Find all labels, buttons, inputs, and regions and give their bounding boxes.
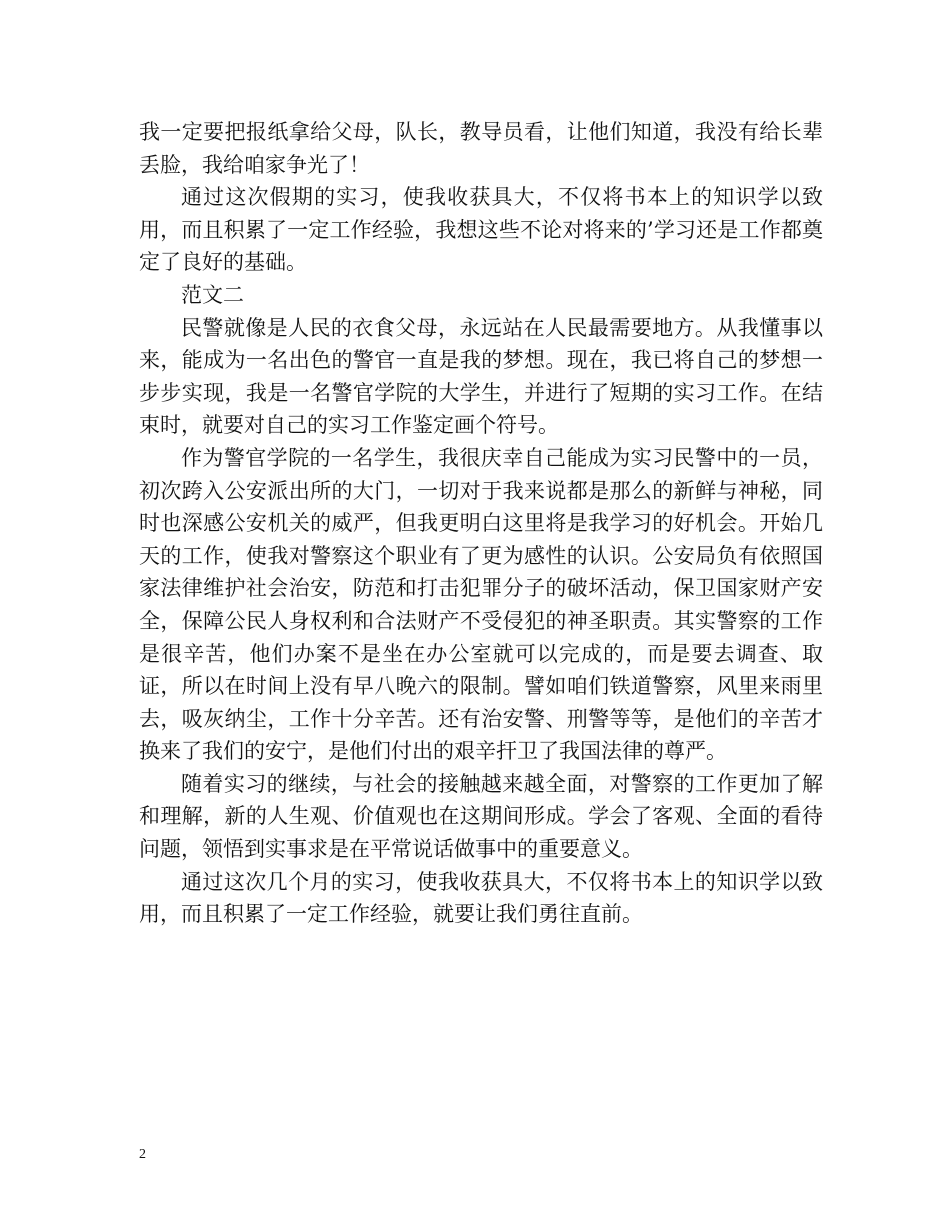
paragraph-1: 我一定要把报纸拿给父母，队长，教导员看，让他们知道，我没有给长辈丢脸，我给咱家争光了！ [139, 120, 823, 177]
paragraph-4: 作为警官学院的一名学生，我很庆幸自己能成为实习民警中的一员，初次跨入公安派出所的大门，一切对于我来说都是那么的新鲜与神秘，同时也深感公安机关的威严，但我更明白这里将是我学习的好机会。开始几天的工作，使我对警察这个职业有了更为感性的认识。公安局负有依照国家法律维护社会治安，防范和打击犯罪分子的破坏活动，保卫国家财产安全，保障公民人身权利和合法财产不受侵犯的神圣职责。其实警察的工作是很辛苦，他们办案不是坐在办公室就可以完成的，而是要去调查、取证，所以在时间上没有早八晚六的限制。譬如咱们铁道警察，风里来雨里去，吸灰纳尘，工作十分辛苦。还有治安警、刑警等等，是他们的辛苦才换来了我们的安宁，是他们付出的艰辛扞卫了我国法律的尊严。 [139, 445, 823, 764]
paragraph-6: 通过这次几个月的实习，使我收获具大，不仅将书本上的知识学以致用，而且积累了一定工作经验，就要让我们勇往直前。 [139, 869, 823, 927]
document-body [139, 116, 823, 931]
paragraph-2: 通过这次假期的实习，使我收获具大，不仅将书本上的知识学以致用，而且积累了一定工作经验，我想这些不论对将来的’学习还是工作都奠定了良好的基础。 [139, 185, 823, 275]
paragraph-5: 随着实习的继续，与社会的接触越来越全面，对警察的工作更加了解和理解，新的人生观、价值观也在这期间形成。学会了客观、全面的看待问题，领悟到实事求是在平常说话做事中的重要意义。 [139, 771, 823, 862]
page-number: 2 [139, 1147, 146, 1162]
paragraph-3: 民警就像是人民的衣食父母，永远站在人民最需要地方。从我懂事以来，能成为一名出色的警官一直是我的梦想。现在，我已将自己的梦想一步步实现，我是一名警官学院的大学生，并进行了短期的实习工作。在结束时，就要对自己的实习工作鉴定画个符号。 [139, 315, 823, 438]
section-heading: 范文二 [181, 282, 244, 307]
